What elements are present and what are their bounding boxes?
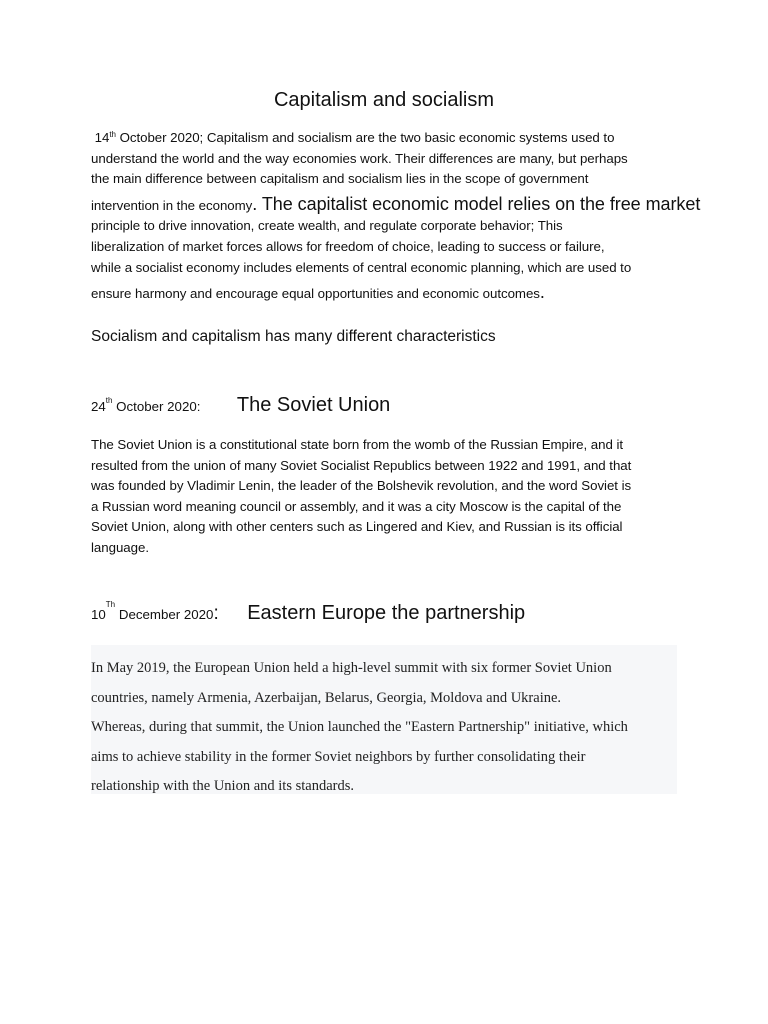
paragraph-line: liberalization of market forces allows for freedom of choice, leading to success or failure,	[91, 238, 605, 254]
section2-date	[91, 396, 201, 414]
paragraph-line: language.	[91, 539, 149, 555]
paragraph-line: while a socialist economy includes elements of central economic planning, which are used to	[91, 259, 632, 275]
paragraph-line: resulted from the union of many Soviet Socialist Republics between 1922 and 1991, and that	[91, 457, 632, 473]
section2-date-rest: October 2020:	[112, 399, 201, 414]
paragraph-line: In May 2019, the European Union held a high-level summit with six former Soviet Union	[91, 660, 612, 676]
paragraph-line	[91, 128, 677, 149]
section3-paragraph	[91, 654, 628, 802]
paragraph-line: understand the world and the way economies work. Their differences are many, but perhaps	[91, 150, 628, 166]
section2-date-suffix: th	[105, 396, 113, 405]
section1-date-suffix: th	[109, 130, 116, 139]
section1-date-day: 14	[94, 130, 110, 145]
paragraph-line: a Russian word meaning council or assembly, and it was a city Moscow is the capital of the	[91, 498, 622, 514]
paragraph-line	[91, 284, 677, 305]
section1-date-rest: October 2020;	[115, 130, 207, 145]
section2-date-day: 24	[91, 399, 106, 414]
emphasized-period: .	[539, 282, 545, 303]
section3-heading: Eastern Europe the partnership	[247, 602, 526, 624]
paragraph-line: The Soviet Union is a constitutional state born from the womb of the Russian Empire, and it	[91, 437, 624, 452]
paragraph-line	[91, 193, 701, 217]
paragraph-line: the main difference between capitalism and socialism lies in the scope of government	[91, 171, 589, 187]
paragraph-line: countries, namely Armenia, Azerbaijan, Belarus, Georgia, Moldova and Ukraine.	[91, 689, 562, 706]
section2-header	[91, 394, 390, 417]
section3-date-day: 10	[91, 607, 106, 622]
paragraph-line-text: intervention in the economy	[91, 197, 253, 213]
section3-date-rest: December 2020	[115, 607, 214, 622]
section3-date	[91, 600, 219, 625]
paragraph-line-text: Capitalism and socialism are the two basic economic systems used to	[206, 130, 615, 145]
section3-date-suffix: Th	[105, 600, 116, 609]
paragraph-line: was founded by Vladimir Lenin, the leader of the Bolshevik revolution, and the word Soviet is	[91, 478, 632, 494]
paragraph-line: Soviet Union, along with other centers such as Lingered and Kiev, and Russian is its official	[91, 519, 623, 535]
document-title: Capitalism and socialism	[273, 89, 495, 111]
section3-header	[91, 602, 525, 625]
paragraph-line: Whereas, during that summit, the Union launched the "Eastern Partnership" initiative, which	[91, 719, 628, 736]
paragraph-line: aims to achieve stability in the former Soviet neighbors by further consolidating their	[91, 748, 586, 765]
paragraph-line: relationship with the Union and its standards.	[91, 778, 354, 795]
highlighted-text-block	[91, 645, 677, 794]
section2-heading: The Soviet Union	[236, 394, 391, 416]
section3-date-colon: :	[213, 603, 219, 624]
emphasized-period: . The capitalist economic model relies on the free market	[252, 193, 701, 214]
section2-paragraph	[91, 435, 677, 559]
section1-paragraph	[91, 128, 701, 305]
characteristics-line: Socialism and capitalism has many different characteristics	[91, 328, 496, 345]
paragraph-line-text: ensure harmony and encourage equal opportunities and economic outcomes	[91, 286, 540, 302]
paragraph-line: principle to drive innovation, create wealth, and regulate corporate behavior; This	[91, 218, 563, 234]
